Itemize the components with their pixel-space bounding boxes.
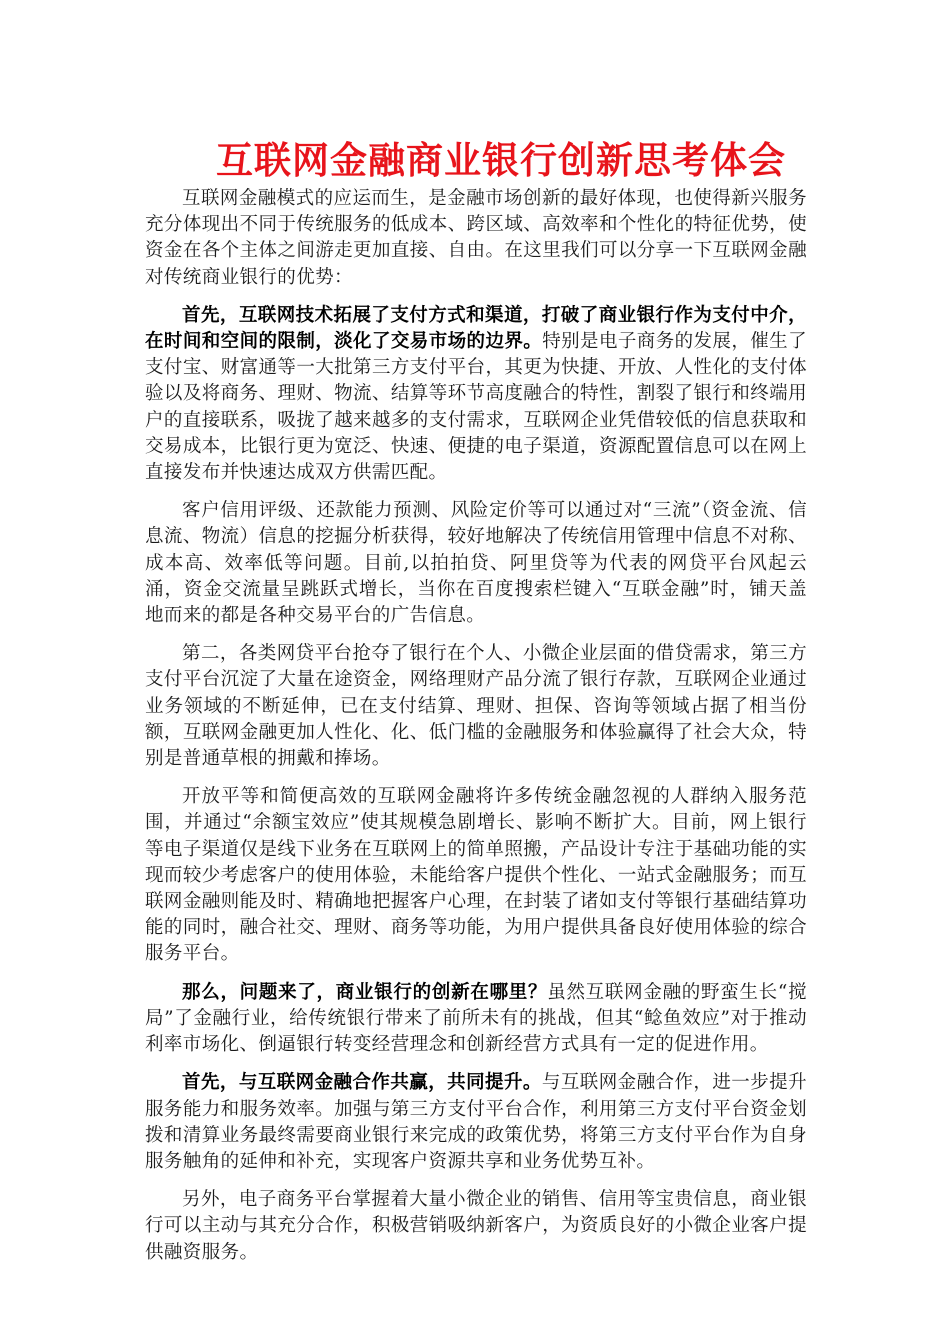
paragraph-text: 第二，各类网贷平台抢夺了银行在个人、小微企业层面的借贷需求，第三方支付平台沉淀了大量在途资金，网络理财产品分流了银行存款，互联网企业通过业务领域的不断延伸，已在支付结算、理财、担保、咨询等领域占据了相当份额，互联网金融更加人性化、化、低门槛的金融服务和体验赢得了社会大众，特别是普通草根的拥戴和捧场。	[145, 643, 807, 770]
paragraph-text: 客户信用评级、还款能力预测、风险定价等可以通过对“三流”（资金流、信息流、物流）信息的挖掘分析获得，较好地解决了传统信用管理中信息不对称、成本高、效率低等问题。目前,以拍拍贷、阿里贷等为代表的网贷平台风起云涌，资金交流量呈跳跃式增长，当你在百度搜索栏键入“互联金融”时，铺天盖地而来的都是各种交易平台的广告信息。	[145, 500, 807, 627]
document-body	[145, 186, 807, 1278]
paragraph-open-platform	[145, 784, 807, 967]
paragraph-text: 与互联网金融合作，进一步提升服务能力和服务效率。加强与第三方支付平台合作，利用第三方支付平台资金划拨和清算业务最终需要商业银行来完成的政策优势，将第三方支付平台作为自身服务触角的延伸和补充，实现客户资源共享和业务优势互补。	[145, 1072, 807, 1172]
paragraph-credit-rating	[145, 498, 807, 629]
paragraph-payment-channels	[145, 303, 807, 486]
paragraph-lead: 首先，与互联网金融合作共赢，共同提升。	[182, 1072, 542, 1094]
paragraph-lead: 那么，问题来了，商业银行的创新在哪里？	[182, 981, 548, 1003]
paragraph-innovation-question	[145, 980, 807, 1059]
paragraph-text: 另外，电子商务平台掌握着大量小微企业的销售、信用等宝贵信息，商业银行可以主动与其充分合作，积极营销吸纳新客户，为资质良好的小微企业客户提供融资服务。	[145, 1189, 807, 1263]
paragraph-cooperation	[145, 1070, 807, 1175]
paragraph-lead: 首先，互联网技术拓展了支付方式和渠道，打破了商业银行作为支付中介，在时间和空间的限制，淡化了交易市场的边界。	[145, 304, 807, 353]
paragraph-text: 特别是电子商务的发展，催生了支付宝、财富通等一大批第三方支付平台，其更为快捷、开放、人性化的支付体验以及将商务、理财、物流、结算等环节高度融合的特性，割裂了银行和终端用户的直接联系，吸拢了越来越多的支付需求，互联网企业凭借较低的信息获取和交易成本，比银行更为宽泛、快速、便捷的电子渠道，资源配置信息可以在网上直接发布并快速达成双方供需匹配。	[145, 331, 807, 484]
paragraph-lending-platforms	[145, 641, 807, 772]
paragraph-ecommerce	[145, 1187, 807, 1266]
paragraph-text: 开放平等和简便高效的互联网金融将许多传统金融忽视的人群纳入服务范围，并通过“余额宝效应”使其规模急剧增长、影响不断扩大。目前，网上银行等电子渠道仅是线下业务在互联网上的简单照搬，产品设计专注于基础功能的实现而较少考虑客户的使用体验，未能给客户提供个性化、一站式金融服务；而互联网金融则能及时、精确地把握客户心理，在封装了诸如支付等银行基础结算功能的同时，融合社交、理财、商务等功能，为用户提供具备良好使用体验的综合服务平台。	[145, 786, 807, 965]
document-title: 互联网金融商业银行创新思考体会	[216, 138, 786, 182]
paragraph-text: 虽然互联网金融的野蛮生长“搅局”了金融行业，给传统银行带来了前所未有的挑战，但其“鲶鱼效应”对于推动利率市场化、倒逼银行转变经营理念和创新经营方式具有一定的促进作用。	[145, 981, 807, 1056]
paragraph-intro	[145, 186, 807, 291]
paragraph-text: 互联网金融模式的应运而生，是金融市场创新的最好体现，也使得新兴服务充分体现出不同于传统服务的低成本、跨区域、高效率和个性化的特征优势，使资金在各个主体之间游走更加直接、自由。在这里我们可以分享一下互联网金融对传统商业银行的优势：	[145, 188, 807, 288]
